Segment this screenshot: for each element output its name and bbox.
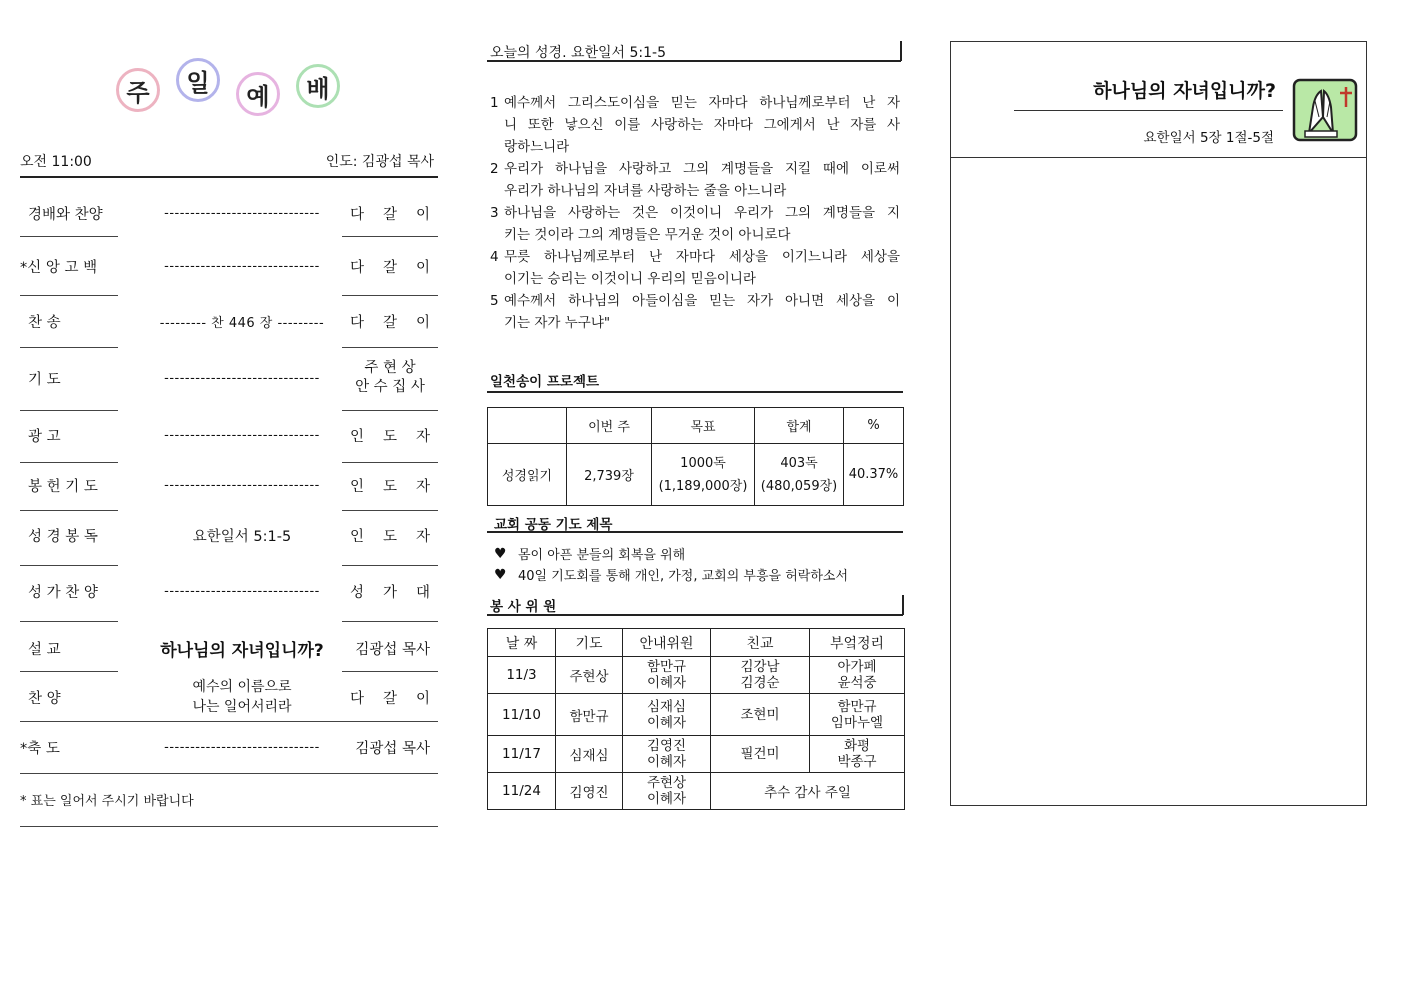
- service-kitchen-name: 임마누엘: [830, 714, 884, 731]
- order-row: [20, 193, 438, 233]
- order-role-char: 이: [415, 690, 430, 707]
- verse-line: [490, 312, 900, 334]
- project-goal-count: 1000독: [680, 455, 726, 471]
- order-rule-right: [342, 621, 438, 622]
- prayer-list: [494, 543, 848, 585]
- service-usher: [623, 773, 711, 810]
- praying-hands-icon: [1291, 77, 1359, 143]
- order-rule-right: [342, 462, 438, 463]
- order-role-char: 자: [415, 478, 430, 495]
- order-label: 성 경 봉 독: [28, 528, 98, 545]
- order-role-char: 대: [415, 584, 430, 601]
- verse-text: 하나님을 사랑하는 것은 이것이니 우리가 그의 계명들을 지: [504, 205, 900, 221]
- order-rule-left: [20, 671, 118, 672]
- order-role-char: 갈: [382, 690, 397, 707]
- project-row-label: 성경읽기: [488, 444, 567, 506]
- scripture-verses: [490, 92, 900, 334]
- heart-icon: ♥: [494, 545, 507, 562]
- order-role: [350, 193, 430, 233]
- order-rule-right: [342, 295, 438, 296]
- service-fellowship-name: 필건미: [740, 746, 780, 762]
- order-rule: [20, 721, 438, 722]
- order-rule-right: [342, 347, 438, 348]
- order-role: [350, 571, 430, 611]
- verse-line: [490, 224, 900, 246]
- service-kitchen-name: 화평: [843, 738, 871, 754]
- title-char-3: 예: [238, 74, 278, 114]
- order-middle-line: 예수의 이름으로: [192, 679, 292, 695]
- prayer-text: 40일 기도회를 통해 개인, 가정, 교회의 부흥을 허락하소서: [518, 569, 849, 584]
- order-role-char: 자: [415, 428, 430, 445]
- order-role-char: 다: [350, 314, 365, 331]
- verse-text: 예수께서 그리스도이심을 믿는 자마다 하나님께로부터 난 자: [504, 95, 900, 111]
- service-date: 11/17: [488, 736, 556, 773]
- order-row: [20, 515, 438, 555]
- service-row: [488, 694, 905, 736]
- project-total-count: 403독: [780, 455, 818, 471]
- sermon-title-rule: [1014, 110, 1283, 111]
- verse-line: [490, 202, 900, 224]
- order-role-char: 인: [350, 478, 365, 495]
- verse-number: 3: [490, 205, 499, 221]
- order-role-char: 도: [382, 428, 397, 445]
- order-rule-left: [20, 347, 118, 348]
- order-middle: 하나님의 자녀입니까?: [160, 640, 324, 661]
- service-fellowship-name: 조현미: [740, 706, 780, 723]
- project-goal: [652, 444, 755, 506]
- service-kitchen: [810, 657, 905, 694]
- verse: [490, 92, 900, 158]
- order-role: 김광섭 목사: [355, 641, 430, 658]
- order-row: [20, 677, 438, 717]
- order-role-char: 가: [382, 584, 397, 601]
- order-role-char: 이: [415, 259, 430, 276]
- project-header-goal: 목표: [652, 408, 755, 444]
- service-usher-name: 주현상: [646, 775, 687, 791]
- order-role-char: 다: [350, 259, 365, 276]
- service-usher-name: 이혜자: [646, 714, 687, 731]
- project-header-week: 이번 주: [567, 408, 652, 444]
- service-usher-name: 이혜자: [646, 675, 687, 691]
- service-prayer: 김영진: [556, 773, 623, 810]
- service-row: [488, 736, 905, 773]
- verse-number: 5: [490, 293, 499, 309]
- service-fellowship-name: 김강남: [740, 659, 780, 675]
- service-header: 날 짜: [488, 629, 556, 657]
- order-rule-right: [342, 565, 438, 566]
- order-label: 봉 헌 기 도: [28, 478, 98, 495]
- prayer-heading: 교회 공동 기도 제목: [494, 517, 613, 533]
- order-row: [20, 727, 438, 767]
- service-kitchen-name: 윤석중: [837, 675, 877, 691]
- order-label: *축 도: [20, 740, 60, 757]
- order-role-line: 주 현 상: [364, 360, 416, 376]
- order-role: [350, 515, 430, 555]
- order-role-char: 이: [415, 314, 430, 331]
- order-rule-left: [20, 236, 118, 237]
- service-usher-name: 심재심: [646, 698, 687, 715]
- order-middle: --------- 찬 446 장 ---------: [159, 315, 325, 331]
- prayer-text: 몸이 아픈 분들의 회복을 위해: [518, 548, 686, 563]
- order-rule-left: [20, 565, 118, 566]
- order-role: [350, 677, 430, 717]
- order-row: [20, 465, 438, 505]
- order-rule: [20, 773, 438, 774]
- order-middle: [123, 677, 361, 717]
- order-rule-left: [20, 295, 118, 296]
- order-rule-left: [20, 510, 118, 511]
- service-header: 기도: [556, 629, 623, 657]
- verse: [490, 290, 900, 334]
- order-role: [350, 415, 430, 455]
- service-prayer: 심재심: [556, 736, 623, 773]
- order-role: [350, 246, 430, 286]
- header-rule: [20, 176, 438, 178]
- verse-line: [490, 92, 900, 114]
- order-rule-right: [342, 671, 438, 672]
- service-heading: 봉 사 위 원: [490, 599, 557, 615]
- order-label: 경배와 찬양: [28, 206, 103, 223]
- heart-icon: ♥: [494, 566, 507, 583]
- project-heading: 일천송이 프로젝트: [490, 374, 600, 390]
- service-leader: 인도: 김광섭 목사: [325, 154, 434, 170]
- service-usher-name: 이혜자: [646, 754, 687, 770]
- project-table: [487, 407, 904, 506]
- order-role-line: 안 수 집 사: [355, 379, 425, 395]
- service-header: 부엌정리: [810, 629, 905, 657]
- verse-line: [490, 136, 900, 158]
- verse-line: [490, 290, 900, 312]
- service-fellowship: [711, 736, 810, 773]
- verse-line: [490, 180, 900, 202]
- verse-number: 1: [490, 95, 499, 111]
- order-role-char: 다: [350, 206, 365, 223]
- order-label: 광 고: [28, 428, 61, 445]
- service-merged: 추수 감사 주일: [711, 773, 905, 810]
- project-header-blank: [488, 408, 567, 444]
- prayer-heading-rule: [487, 531, 903, 533]
- verse: [490, 246, 900, 290]
- service-fellowship: [711, 657, 810, 694]
- order-role-char: 도: [382, 478, 397, 495]
- order-middle: ------------------------------: [164, 370, 320, 386]
- project-total: [755, 444, 844, 506]
- service-heading-tick: [902, 595, 904, 615]
- verse-text: 우리가 하나님을 사랑하고 그의 계명들을 지킬 때에 이로써: [504, 161, 900, 177]
- order-middle: ------------------------------: [164, 205, 320, 221]
- sermon-box-divider: [951, 157, 1366, 158]
- order-label: 찬 송: [28, 314, 61, 331]
- verse-line: [490, 246, 900, 268]
- service-date: 11/3: [488, 657, 556, 694]
- sermon-title: 하나님의 자녀입니까?: [1093, 80, 1276, 102]
- scripture-heading-tick: [900, 41, 902, 61]
- scripture-heading-rule: [487, 60, 901, 62]
- order-label: 성 가 찬 양: [28, 584, 98, 601]
- verse: [490, 202, 900, 246]
- service-fellowship-name: 김경순: [740, 675, 780, 691]
- order-role: 김광섭 목사: [355, 740, 430, 757]
- service-usher-name: 이혜자: [646, 791, 687, 807]
- verse-text: 이기는 승리는 이것이니 우리의 믿음이니라: [504, 271, 756, 287]
- service-prayer: 주현상: [556, 657, 623, 694]
- order-middle: ------------------------------: [164, 477, 320, 493]
- order-role-char: 다: [350, 690, 365, 707]
- footnote-rule: [20, 826, 438, 827]
- order-role: [350, 301, 430, 341]
- order-role: [350, 465, 430, 505]
- title-char-1: 주: [118, 70, 158, 110]
- service-table: [487, 628, 905, 810]
- order-role-char: 성: [350, 584, 365, 601]
- order-label: 기 도: [28, 371, 61, 388]
- project-header-total: 합계: [755, 408, 844, 444]
- service-usher: [623, 694, 711, 736]
- order-label: 찬 양: [28, 690, 61, 707]
- project-header-percent: %: [844, 408, 904, 444]
- service-row: [488, 773, 905, 810]
- order-middle: 요한일서 5:1-5: [192, 528, 292, 545]
- order-row: [20, 358, 438, 398]
- service-fellowship: [711, 694, 810, 736]
- order-rule-left: [20, 410, 118, 411]
- verse-line: [490, 158, 900, 180]
- prayer-item: [494, 564, 848, 585]
- verse-line: [490, 268, 900, 290]
- sermon-box: [950, 41, 1367, 806]
- order-role-char: 갈: [382, 206, 397, 223]
- project-heading-rule: [487, 391, 903, 393]
- order-row: [20, 246, 438, 286]
- order-middle-line: 나는 일어서리라: [192, 699, 292, 715]
- order-row: [20, 628, 438, 668]
- order-rule-right: [342, 410, 438, 411]
- order-rule-right: [342, 236, 438, 237]
- verse-text: 니 또한 낳으신 이를 사랑하는 자마다 그에게서 난 자를 사: [504, 117, 900, 133]
- service-usher: [623, 736, 711, 773]
- project-goal-pages: (1,189,000장): [658, 478, 748, 494]
- verse: [490, 158, 900, 202]
- order-middle: ------------------------------: [164, 258, 320, 274]
- order-role-char: 인: [350, 428, 365, 445]
- order-rule-right: [342, 510, 438, 511]
- service-usher-name: 김영진: [646, 738, 687, 754]
- verse-text: 우리가 하나님의 자녀를 사랑하는 줄을 아느니라: [504, 183, 787, 199]
- service-usher-name: 함만규: [646, 659, 687, 675]
- sermon-reference: 요한일서 5장 1절-5절: [1143, 130, 1274, 146]
- order-role-char: 이: [415, 206, 430, 223]
- verse-text: 무릇 하나님께로부터 난 자마다 세상을 이기느니라 세상을: [504, 249, 900, 265]
- project-percent: 40.37%: [844, 444, 904, 506]
- verse-text: 기는 자가 누구냐": [504, 315, 611, 331]
- order-label: *신 앙 고 백: [20, 259, 98, 276]
- verse-number: 4: [490, 249, 499, 265]
- footnote: * 표는 일어서 주시기 바랍니다: [20, 794, 194, 809]
- order-role: [350, 358, 430, 398]
- verse-text: 예수께서 하나님의 아들이심을 믿는 자가 아니면 세상을 이: [504, 293, 900, 309]
- service-prayer: 함만규: [556, 694, 623, 736]
- title-char-4: 배: [298, 66, 338, 106]
- title-char-2: 일: [178, 60, 218, 100]
- service-date: 11/24: [488, 773, 556, 810]
- service-usher: [623, 657, 711, 694]
- order-rule-left: [20, 621, 118, 622]
- order-role-char: 자: [415, 528, 430, 545]
- order-row: [20, 301, 438, 341]
- verse-line: [490, 114, 900, 136]
- order-role-char: 갈: [382, 314, 397, 331]
- service-kitchen: [810, 736, 905, 773]
- project-this-week: 2,739장: [567, 444, 652, 506]
- service-kitchen-name: 아가페: [837, 659, 877, 675]
- order-label: 설 교: [28, 641, 61, 658]
- order-role-char: 도: [382, 528, 397, 545]
- service-header: 안내위원: [623, 629, 711, 657]
- order-middle: ------------------------------: [164, 583, 320, 599]
- service-date: 11/10: [488, 694, 556, 736]
- order-middle: ------------------------------: [164, 427, 320, 443]
- order-middle: ------------------------------: [164, 739, 320, 755]
- project-total-pages: (480,059장): [760, 478, 838, 494]
- verse-text: 랑하느니라: [504, 139, 570, 155]
- service-time: 오전 11:00: [20, 154, 92, 170]
- prayer-item: [494, 543, 848, 564]
- order-row: [20, 571, 438, 611]
- service-heading-rule: [487, 614, 903, 616]
- verse-text: 키는 것이라 그의 계명들은 무거운 것이 아니로다: [504, 227, 791, 243]
- service-kitchen: [810, 694, 905, 736]
- scripture-heading: 오늘의 성경. 요한일서 5:1-5: [490, 45, 667, 61]
- service-row: [488, 657, 905, 694]
- service-kitchen-name: 박종구: [837, 754, 877, 770]
- order-row: [20, 415, 438, 455]
- verse-number: 2: [490, 161, 499, 177]
- order-rule-left: [20, 462, 118, 463]
- service-kitchen-name: 함만규: [837, 698, 877, 715]
- order-role-char: 갈: [382, 259, 397, 276]
- service-header: 친교: [711, 629, 810, 657]
- order-role-char: 인: [350, 528, 365, 545]
